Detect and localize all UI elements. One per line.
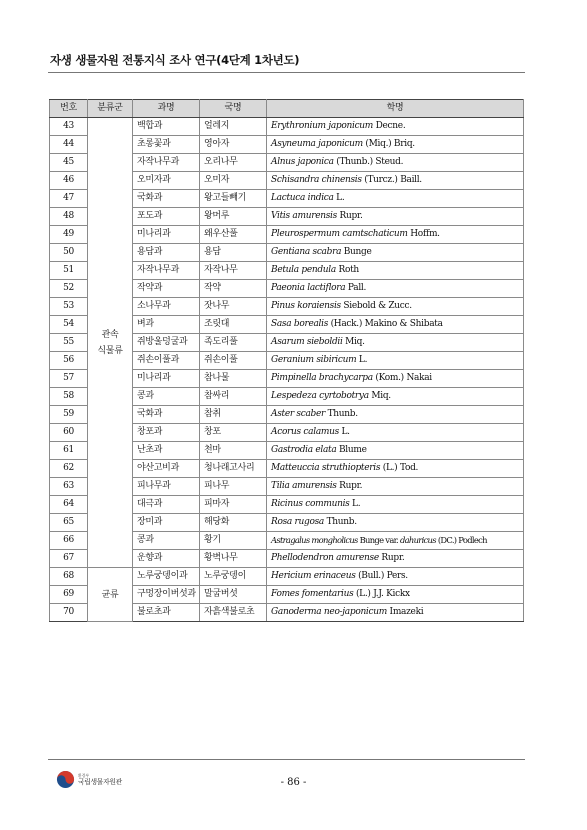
cell-scientific-name (267, 316, 524, 334)
cell-scientific-name (267, 604, 524, 622)
cell-korean-name: 말굽버섯 (200, 586, 267, 604)
cell-scientific-name (267, 136, 524, 154)
cell-korean-name: 피마자 (200, 496, 267, 514)
table-row (50, 118, 524, 136)
authority: Rupr. (336, 481, 363, 491)
cell-korean-name: 영아자 (200, 136, 267, 154)
header-divider (48, 72, 525, 73)
scientific-binomial: Alnus japonica (271, 157, 334, 167)
cell-number: 43 (50, 118, 88, 136)
cell-korean-name: 황벽나무 (200, 550, 267, 568)
cell-scientific-name (267, 514, 524, 532)
authority: Siebold & Zucc. (340, 301, 412, 311)
cell-korean-name: 참취 (200, 406, 267, 424)
cell-number: 68 (50, 568, 88, 586)
table-header (50, 100, 524, 118)
cell-korean-name: 참나물 (200, 370, 267, 388)
footer-divider (48, 759, 525, 760)
authority: Imazeki (387, 607, 424, 617)
cell-family: 국화과 (133, 190, 200, 208)
scientific-binomial: Fomes fomentarius (271, 589, 354, 599)
cell-korean-name: 황기 (200, 532, 267, 550)
cell-scientific-name (267, 118, 524, 136)
authority: L. (356, 355, 368, 365)
authority: Miq. (342, 337, 365, 347)
cell-korean-name: 청나래고사리 (200, 460, 267, 478)
cell-korean-name: 자흙색불로초 (200, 604, 267, 622)
cell-family: 오미자과 (133, 172, 200, 190)
cell-number: 53 (50, 298, 88, 316)
cell-korean-name: 노루궁뎅이 (200, 568, 267, 586)
cell-family: 벼과 (133, 316, 200, 334)
col-header-taxon-group: 분류군 (88, 100, 133, 118)
cell-number: 60 (50, 424, 88, 442)
cell-group-fungi (88, 568, 133, 622)
cell-family: 자작나무과 (133, 262, 200, 280)
cell-scientific-name (267, 280, 524, 298)
authority: (Miq.) Briq. (362, 139, 415, 149)
cell-group-vascular-plants (88, 118, 133, 568)
group-label: 관속 (101, 329, 119, 340)
logo-ministry-text: 환경부 (78, 773, 90, 778)
group-label: 식물류 (97, 345, 123, 356)
cell-family: 장미과 (133, 514, 200, 532)
cell-scientific-name (267, 298, 524, 316)
cell-number: 57 (50, 370, 88, 388)
cell-korean-name: 용담 (200, 244, 267, 262)
col-header-family: 과명 (133, 100, 200, 118)
cell-number: 49 (50, 226, 88, 244)
group-label: 균류 (101, 589, 119, 600)
scientific-binomial: Asarum sieboldii (271, 337, 343, 347)
cell-korean-name: 피나무 (200, 478, 267, 496)
authority: Decne. (373, 121, 406, 131)
cell-family: 초롱꽃과 (133, 136, 200, 154)
cell-korean-name: 쥐손이풀 (200, 352, 267, 370)
cell-family: 백합과 (133, 118, 200, 136)
scientific-binomial: Betula pendula (271, 265, 336, 275)
page-header-title: 자생 생물자원 전통지식 조사 연구(4단계 1차년도) (50, 53, 300, 67)
scientific-binomial: Pleurospermum camtschaticum (271, 229, 408, 239)
cell-scientific-name (267, 226, 524, 244)
cell-korean-name: 참싸리 (200, 388, 267, 406)
cell-scientific-name (267, 478, 524, 496)
authority: L. (338, 427, 350, 437)
cell-number: 50 (50, 244, 88, 262)
cell-number: 63 (50, 478, 88, 496)
cell-scientific-name (267, 424, 524, 442)
cell-scientific-name (267, 352, 524, 370)
cell-family: 미나리과 (133, 370, 200, 388)
authority: (L.) J.J. Kickx (353, 589, 410, 599)
cell-family: 대극과 (133, 496, 200, 514)
cell-number: 55 (50, 334, 88, 352)
cell-family: 구멍장이버섯과 (133, 586, 200, 604)
cell-family: 불로초과 (133, 604, 200, 622)
cell-korean-name: 왕머루 (200, 208, 267, 226)
scientific-binomial: Tilia amurensis (271, 481, 337, 491)
authority: L. (349, 499, 361, 509)
authority: Pall. (345, 283, 367, 293)
authority: (Thunb.) Steud. (333, 157, 404, 167)
authority: L. (333, 193, 345, 203)
authority: Miq. (368, 391, 391, 401)
authority: (DC.) Podlech (435, 535, 487, 545)
scientific-binomial: Aster scaber (271, 409, 326, 419)
scientific-binomial: Geranium sibiricum (271, 355, 357, 365)
cell-number: 45 (50, 154, 88, 172)
cell-number: 59 (50, 406, 88, 424)
cell-family: 쥐손이풀과 (133, 352, 200, 370)
col-header-number: 번호 (50, 100, 88, 118)
cell-korean-name: 오리나무 (200, 154, 267, 172)
cell-family: 쥐방울덩굴과 (133, 334, 200, 352)
cell-scientific-name (267, 190, 524, 208)
cell-number: 69 (50, 586, 88, 604)
scientific-binomial: Lespedeza cyrtobotrya (271, 391, 369, 401)
cell-number: 66 (50, 532, 88, 550)
authority: Rupr. (336, 211, 363, 221)
logo-institution-name: 국립생물자원관 (78, 778, 122, 786)
cell-scientific-name (267, 586, 524, 604)
cell-family: 미나리과 (133, 226, 200, 244)
table-body (50, 118, 524, 622)
cell-korean-name: 조릿대 (200, 316, 267, 334)
cell-scientific-name (267, 262, 524, 280)
cell-number: 64 (50, 496, 88, 514)
cell-korean-name: 족도리풀 (200, 334, 267, 352)
cell-family: 창포과 (133, 424, 200, 442)
scientific-binomial: Pinus koraiensis (271, 301, 341, 311)
authority: (Bull.) Pers. (355, 571, 408, 581)
scientific-binomial: Ricinus communis (271, 499, 350, 509)
authority: Roth (335, 265, 359, 275)
cell-korean-name: 왕고들빼기 (200, 190, 267, 208)
cell-number: 56 (50, 352, 88, 370)
authority: Rupr. (378, 553, 405, 563)
cell-korean-name: 자작나무 (200, 262, 267, 280)
cell-korean-name: 작약 (200, 280, 267, 298)
cell-number: 67 (50, 550, 88, 568)
scientific-binomial: Sasa borealis (271, 319, 329, 329)
authority: (Turcz.) Baill. (361, 175, 422, 185)
scientific-binomial: Pimpinella brachycarpa (271, 373, 373, 383)
scientific-binomial: Gentiana scabra (271, 247, 342, 257)
cell-number: 58 (50, 388, 88, 406)
cell-family: 소나무과 (133, 298, 200, 316)
cell-family: 운향과 (133, 550, 200, 568)
cell-scientific-name (267, 442, 524, 460)
scientific-binomial: Gastrodia elata (271, 445, 337, 455)
authority: (Kom.) Nakai (372, 373, 432, 383)
cell-korean-name: 잣나무 (200, 298, 267, 316)
authority: Thunb. (324, 517, 357, 527)
cell-number: 48 (50, 208, 88, 226)
cell-korean-name: 오미자 (200, 172, 267, 190)
authority: Bunge (341, 247, 372, 257)
cell-scientific-name (267, 244, 524, 262)
authority: (L.) Tod. (380, 463, 419, 473)
page-number: - 86 - (280, 777, 307, 788)
authority: Bunge var. (357, 535, 400, 545)
species-table (49, 99, 524, 622)
cell-family: 야산고비과 (133, 460, 200, 478)
cell-family: 노루궁뎅이과 (133, 568, 200, 586)
col-header-korean-name: 국명 (200, 100, 267, 118)
scientific-binomial: Matteuccia struthiopteris (271, 463, 381, 473)
cell-family: 콩과 (133, 532, 200, 550)
cell-scientific-name (267, 172, 524, 190)
cell-number: 44 (50, 136, 88, 154)
cell-scientific-name (267, 496, 524, 514)
cell-scientific-name (267, 388, 524, 406)
scientific-binomial: Phellodendron amurense (271, 553, 379, 563)
cell-korean-name: 천마 (200, 442, 267, 460)
cell-korean-name: 왜우산풀 (200, 226, 267, 244)
cell-scientific-name (267, 154, 524, 172)
scientific-binomial: Vitis amurensis (271, 211, 337, 221)
scientific-binomial: Lactuca indica (271, 193, 334, 203)
authority: Thunb. (325, 409, 358, 419)
cell-number: 47 (50, 190, 88, 208)
cell-scientific-name (267, 568, 524, 586)
cell-korean-name: 얼레지 (200, 118, 267, 136)
cell-family: 피나무과 (133, 478, 200, 496)
cell-number: 52 (50, 280, 88, 298)
cell-scientific-name (267, 208, 524, 226)
cell-family: 작약과 (133, 280, 200, 298)
col-header-scientific-name: 학명 (267, 100, 524, 118)
scientific-binomial: Astragalus mongholicus (271, 535, 358, 545)
cell-scientific-name (267, 460, 524, 478)
cell-family: 포도과 (133, 208, 200, 226)
cell-family: 용담과 (133, 244, 200, 262)
cell-number: 62 (50, 460, 88, 478)
scientific-binomial: Asyneuma japonicum (271, 139, 363, 149)
cell-scientific-name (267, 550, 524, 568)
scientific-binomial: Paeonia lactiflora (271, 283, 346, 293)
cell-scientific-name (267, 532, 524, 550)
cell-korean-name: 창포 (200, 424, 267, 442)
cell-number: 54 (50, 316, 88, 334)
cell-scientific-name (267, 370, 524, 388)
authority: Blume (336, 445, 367, 455)
authority: Hoffm. (407, 229, 440, 239)
cell-family: 콩과 (133, 388, 200, 406)
cell-korean-name: 해당화 (200, 514, 267, 532)
table-header-row (50, 100, 524, 118)
cell-family: 자작나무과 (133, 154, 200, 172)
cell-number: 70 (50, 604, 88, 622)
cell-number: 51 (50, 262, 88, 280)
authority: (Hack.) Makino & Shibata (328, 319, 443, 329)
scientific-binomial: Acorus calamus (271, 427, 339, 437)
cell-number: 46 (50, 172, 88, 190)
cell-number: 61 (50, 442, 88, 460)
cell-family: 난초과 (133, 442, 200, 460)
scientific-binomial: Rosa rugosa (271, 517, 325, 527)
scientific-variety: dahuricus (399, 535, 436, 545)
scientific-binomial: Schisandra chinensis (271, 175, 362, 185)
scientific-binomial: Ganoderma neo-japonicum (271, 607, 387, 617)
cell-scientific-name (267, 406, 524, 424)
cell-family: 국화과 (133, 406, 200, 424)
scientific-binomial: Hericium erinaceus (271, 571, 356, 581)
cell-scientific-name (267, 334, 524, 352)
scientific-binomial: Erythronium japonicum (271, 121, 374, 131)
table-row (50, 568, 524, 586)
cell-number: 65 (50, 514, 88, 532)
